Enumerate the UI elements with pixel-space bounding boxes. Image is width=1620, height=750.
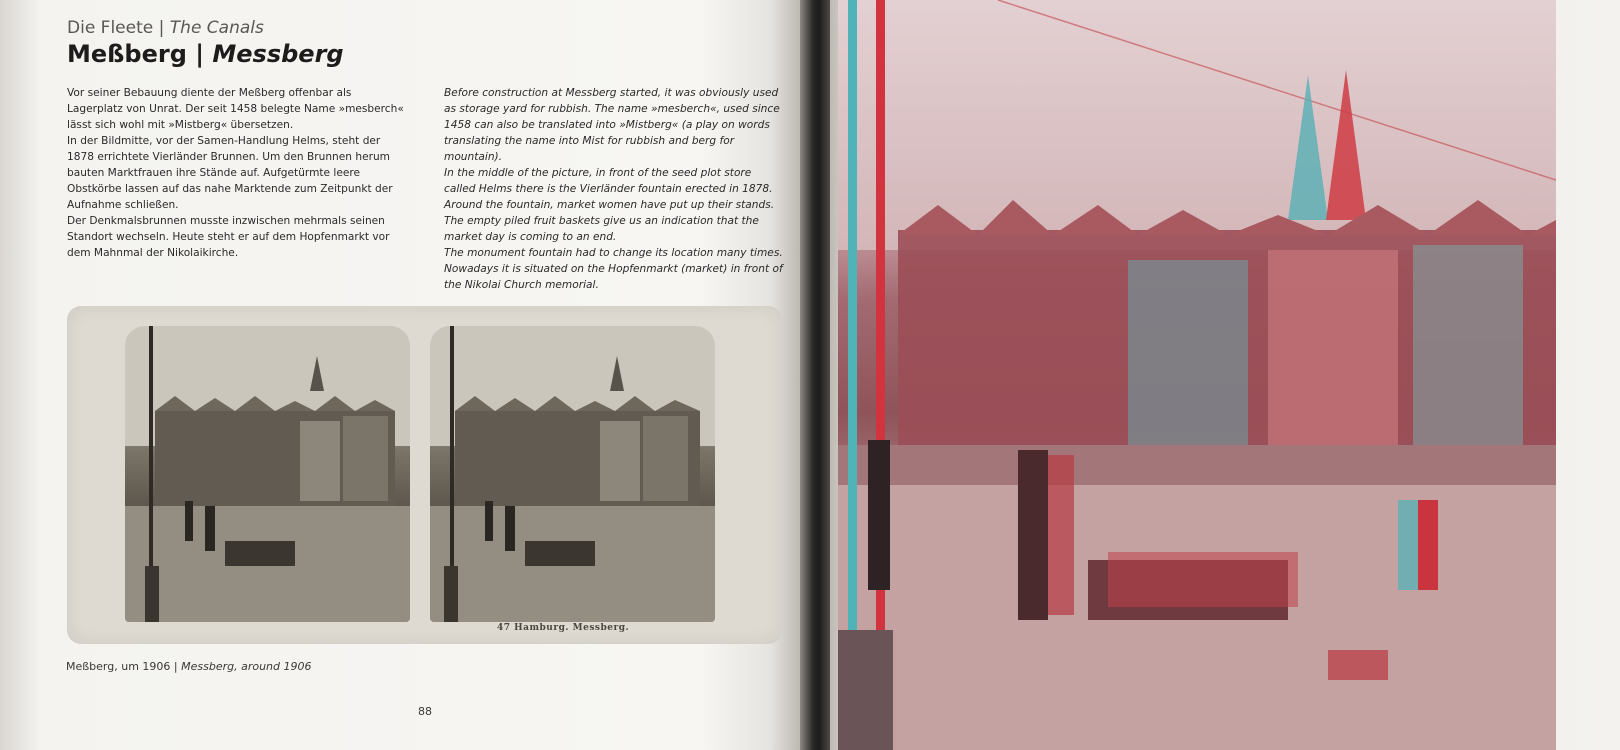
caption-separator: | [170,660,182,673]
page-number: 88 [418,705,432,718]
anaglyph-photo [838,0,1556,750]
english-paragraph-2: In the middle of the picture, in front of the seed plot store called Helms there is the Vierländer fountain erected in 1878. Around the fountain, market women have put up their stands. The empty piled fruit baskets give us an indication that the market day is coming to an end. [444,167,775,243]
stereo-photo-card [67,306,782,644]
title-separator: | [186,40,213,68]
book-gutter [800,0,832,750]
stereo-mount-label: 47 Hamburg. Messberg. [497,623,630,633]
german-paragraph-2: In der Bildmitte, vor der Samen-Handlung Helms, steht der 1878 errichtete Vierländer Brunnen. Um den Brunnen herum bauten Marktfrauen ihre Stände auf. Aufgetürmte leere Obstkörbe lassen auf das nahe Marktende zum Zeitpunkt der Aufnahme schließen. [67,135,393,211]
kicker-en: The Canals [169,18,264,38]
title-de: Meßberg [67,40,187,68]
german-paragraph-1: Vor seiner Bebauung diente der Meßberg offenbar als Lagerplatz von Unrat. Der seit 1458 belegte Name »mesberch« lässt sich wohl mit »Mistberg« übersetzen. [67,87,404,131]
english-text-column [444,85,784,293]
kicker-de: Die Fleete [67,18,154,38]
german-text-column [67,85,407,261]
stereo-photo-left [125,326,410,622]
kicker-separator: | [153,18,170,38]
english-paragraph-1: Before construction at Messberg started, it was obviously used as storage yard for rubbish. The name »mesberch«, used since 1458 can also be translated into »Mistberg« (a play on words translating the name into Mist for rubbish and berg for mountain). [444,87,780,163]
section-kicker [67,18,264,38]
english-paragraph-3: The monument fountain had to change its location many times. Nowadays it is situated on the Hopfenmarkt (market) in front of the Nikolai Church memorial. [444,247,783,291]
caption-de: Meßberg, um 1906 [66,660,171,673]
page-title [67,40,344,68]
german-paragraph-3: Der Denkmalsbrunnen musste inzwischen mehrmals seinen Standort wechseln. Heute steht er auf dem Hopfenmarkt vor dem Mahnmal der Nikolaikirche. [67,215,390,259]
stereo-photo-right [430,326,715,622]
photo-caption [66,660,312,673]
title-en: Messberg [212,40,344,68]
caption-en: Messberg, around 1906 [181,660,312,673]
